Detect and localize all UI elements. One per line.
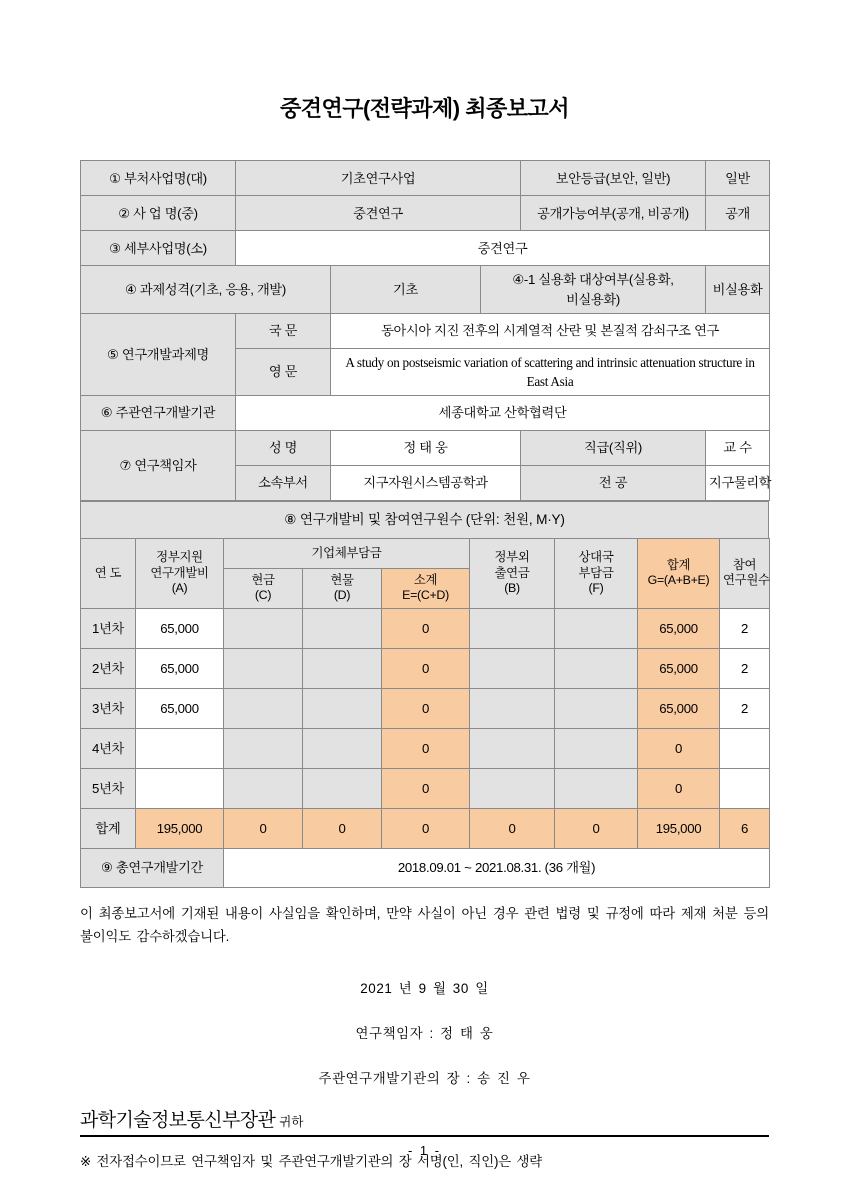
- budget-cell-subtotal: 0: [382, 728, 470, 768]
- budget-cell-inkind: [303, 688, 382, 728]
- info-label-project-title: ⑤ 연구개발과제명: [81, 313, 236, 395]
- period-value: 2018.09.01 ~ 2021.08.31. (36 개월): [224, 848, 770, 887]
- project-info-table: [80, 160, 770, 501]
- budget-cell-partner: [555, 648, 638, 688]
- budget-cell-total: 65,000: [638, 688, 720, 728]
- table-row: [81, 768, 770, 808]
- budget-header-total: [638, 538, 720, 608]
- info-label-subprogram: ③ 세부사업명(소): [81, 231, 236, 266]
- signature-block: [80, 978, 769, 1087]
- minister-honorific: 귀하: [279, 1115, 304, 1130]
- info-label-program-name: ② 사 업 명(중): [81, 196, 236, 231]
- subtotal-line2: E=(C+D): [402, 588, 449, 603]
- budget-cell-nongov: [470, 728, 555, 768]
- info-label-pi-department: 소속부서: [236, 465, 331, 500]
- total-line2: G=(A+B+E): [647, 573, 710, 588]
- info-label-pi-major: 전 공: [521, 465, 706, 500]
- budget-cell-total: 65,000: [638, 648, 720, 688]
- info-label-disclosure: 공개가능여부(공개, 비공개): [521, 196, 706, 231]
- budget-row-year: 2년차: [81, 648, 136, 688]
- researchers-line2: 연구원수: [723, 573, 770, 588]
- budget-header-subtotal: [382, 568, 470, 608]
- subtotal-line1: 소계: [413, 572, 438, 587]
- budget-header-year: 연 도: [81, 538, 136, 608]
- info-value-pi-department: 지구자원시스템공학과: [331, 465, 521, 500]
- budget-total-gov: 195,000: [136, 808, 224, 848]
- info-value-program-name: 중견연구: [236, 196, 521, 231]
- declaration-text: 이 최종보고서에 기재된 내용이 사실임을 확인하며, 만약 사실이 아닌 경우 관련 법령 및 규정에 따라 제재 처분 등의 불이익도 감수하겠습니다.: [80, 905, 769, 944]
- budget-cell-cash: [224, 648, 303, 688]
- budget-cell-partner: [555, 688, 638, 728]
- info-label-pi-rank: 직급(직위): [521, 430, 706, 465]
- table-row: [81, 501, 769, 538]
- budget-cell-researchers: 2: [720, 608, 770, 648]
- budget-table: [80, 538, 770, 849]
- info-value-host-institution: 세종대학교 산학협력단: [236, 395, 770, 430]
- info-value-pi-rank: 교 수: [706, 430, 770, 465]
- table-row: [81, 395, 770, 430]
- budget-cell-inkind: [303, 608, 382, 648]
- nongov-line1: 정부외: [494, 550, 530, 565]
- table-row: [81, 161, 770, 196]
- budget-cell-researchers: [720, 728, 770, 768]
- budget-cell-partner: [555, 728, 638, 768]
- budget-cell-inkind: [303, 768, 382, 808]
- budget-cell-gov: 65,000: [136, 648, 224, 688]
- table-header-row: [81, 538, 770, 568]
- budget-row-year: 3년차: [81, 688, 136, 728]
- budget-cell-nongov: [470, 608, 555, 648]
- inkind-line1: 현물: [330, 572, 354, 587]
- info-label-ministry-program: ① 부처사업명(대): [81, 161, 236, 196]
- table-row: [81, 430, 770, 465]
- table-row: [81, 196, 770, 231]
- info-label-principal-investigator: ⑦ 연구책임자: [81, 430, 236, 500]
- budget-caption-table: [80, 501, 769, 539]
- gov-fund-line3: (A): [171, 581, 188, 596]
- total-line1: 합계: [666, 557, 691, 572]
- budget-cell-subtotal: 0: [382, 608, 470, 648]
- budget-cell-subtotal: 0: [382, 688, 470, 728]
- budget-cell-gov: 65,000: [136, 608, 224, 648]
- info-label-title-english: 영 문: [236, 348, 331, 395]
- signature-principal-investigator: 연구책임자 : 정 태 웅: [355, 1026, 494, 1042]
- table-row: [81, 231, 770, 266]
- budget-header-researchers: [720, 538, 770, 608]
- budget-header-company-contribution: 기업체부담금: [224, 538, 470, 568]
- budget-header-inkind: [303, 568, 382, 608]
- budget-row-year: 5년차: [81, 768, 136, 808]
- budget-cell-gov: 65,000: [136, 688, 224, 728]
- budget-cell-researchers: 2: [720, 648, 770, 688]
- page-title: 중견연구(전략과제) 최종보고서: [279, 96, 570, 121]
- budget-total-inkind: 0: [303, 808, 382, 848]
- budget-header-gov-fund: [136, 538, 224, 608]
- budget-total-partner: 0: [555, 808, 638, 848]
- budget-cell-inkind: [303, 728, 382, 768]
- signature-date: 2021 년 9 월 30 일: [360, 981, 489, 997]
- gov-fund-line2: 연구개발비: [150, 565, 209, 580]
- budget-total-researchers: 6: [720, 808, 770, 848]
- table-row: [81, 728, 770, 768]
- budget-total-label: 합계: [81, 808, 136, 848]
- budget-cell-subtotal: 0: [382, 648, 470, 688]
- info-value-title-korean: 동아시아 지진 전후의 시계열적 산란 및 본질적 감쇠구조 연구: [331, 313, 770, 348]
- table-row: [81, 608, 770, 648]
- budget-row-year: 1년차: [81, 608, 136, 648]
- info-value-title-english: A study on postseismic variation of scattering and intrinsic attenuation structure in East Asia: [331, 348, 770, 395]
- budget-total-nongov: 0: [470, 808, 555, 848]
- info-label-host-institution: ⑥ 주관연구개발기관: [81, 395, 236, 430]
- info-label-security-grade: 보안등급(보안, 일반): [521, 161, 706, 196]
- budget-cell-cash: [224, 768, 303, 808]
- info-value-pi-major: 지구물리학: [706, 465, 770, 500]
- budget-cell-inkind: [303, 648, 382, 688]
- budget-cell-cash: [224, 728, 303, 768]
- cash-line2: (C): [254, 588, 272, 603]
- table-row: [81, 313, 770, 348]
- table-row: [81, 848, 770, 887]
- budget-total-subtotal: 0: [382, 808, 470, 848]
- signature-omission-note: ※ 전자접수이므로 연구책임자 및 주관연구개발기관의 장 서명(인, 직인)은 생략: [80, 1154, 543, 1170]
- budget-total-cash: 0: [224, 808, 303, 848]
- budget-cell-nongov: [470, 768, 555, 808]
- minister-title: 과학기술정보통신부장관: [80, 1110, 276, 1132]
- info-value-disclosure: 공개: [706, 196, 770, 231]
- budget-cell-gov: [136, 728, 224, 768]
- partner-line2: 부담금: [578, 565, 614, 580]
- budget-cell-nongov: [470, 648, 555, 688]
- minister-addressee-row: [80, 1105, 769, 1137]
- budget-cell-researchers: [720, 768, 770, 808]
- budget-cell-cash: [224, 688, 303, 728]
- budget-cell-total: 0: [638, 728, 720, 768]
- info-value-security-grade: 일반: [706, 161, 770, 196]
- gov-fund-line1: 정부지원: [156, 550, 203, 565]
- partner-line3: (F): [588, 581, 604, 596]
- budget-row-year: 4년차: [81, 728, 136, 768]
- table-row: [81, 688, 770, 728]
- partner-line1: 상대국: [578, 550, 614, 565]
- table-row: [81, 266, 770, 313]
- info-value-ministry-program: 기초연구사업: [236, 161, 521, 196]
- info-label-commercialization: ④-1 실용화 대상여부(실용화, 비실용화): [481, 266, 706, 313]
- budget-cell-partner: [555, 608, 638, 648]
- nongov-line3: (B): [504, 581, 520, 596]
- budget-header-partner-country: [555, 538, 638, 608]
- period-label: ⑨ 총연구개발기간: [81, 848, 224, 887]
- table-row: [81, 648, 770, 688]
- budget-caption: ⑧ 연구개발비 및 참여연구원수 (단위: 천원, M·Y): [81, 501, 769, 538]
- budget-cell-subtotal: 0: [382, 768, 470, 808]
- info-value-commercialization: 비실용화: [706, 266, 770, 313]
- page-number: - 1 -: [407, 1143, 442, 1158]
- budget-header-cash: [224, 568, 303, 608]
- info-value-project-type: 기초: [331, 266, 481, 313]
- table-total-row: [81, 808, 770, 848]
- nongov-line2: 출연금: [494, 565, 530, 580]
- info-value-subprogram: 중견연구: [236, 231, 770, 266]
- researchers-line1: 참여: [732, 557, 757, 572]
- info-label-title-korean: 국 문: [236, 313, 331, 348]
- budget-cell-researchers: 2: [720, 688, 770, 728]
- info-label-pi-name: 성 명: [236, 430, 331, 465]
- budget-cell-gov: [136, 768, 224, 808]
- research-period-table: [80, 848, 770, 888]
- signature-institution-head: 주관연구개발기관의 장 : 송 진 우: [318, 1071, 531, 1087]
- budget-cell-partner: [555, 768, 638, 808]
- cash-line1: 현금: [251, 572, 275, 587]
- budget-cell-total: 65,000: [638, 608, 720, 648]
- budget-cell-cash: [224, 608, 303, 648]
- inkind-line2: (D): [333, 588, 351, 603]
- info-value-pi-name: 정 태 웅: [331, 430, 521, 465]
- budget-header-nongov-fund: [470, 538, 555, 608]
- budget-total-grand: 195,000: [638, 808, 720, 848]
- budget-cell-nongov: [470, 688, 555, 728]
- budget-cell-total: 0: [638, 768, 720, 808]
- info-label-project-type: ④ 과제성격(기초, 응용, 개발): [81, 266, 331, 313]
